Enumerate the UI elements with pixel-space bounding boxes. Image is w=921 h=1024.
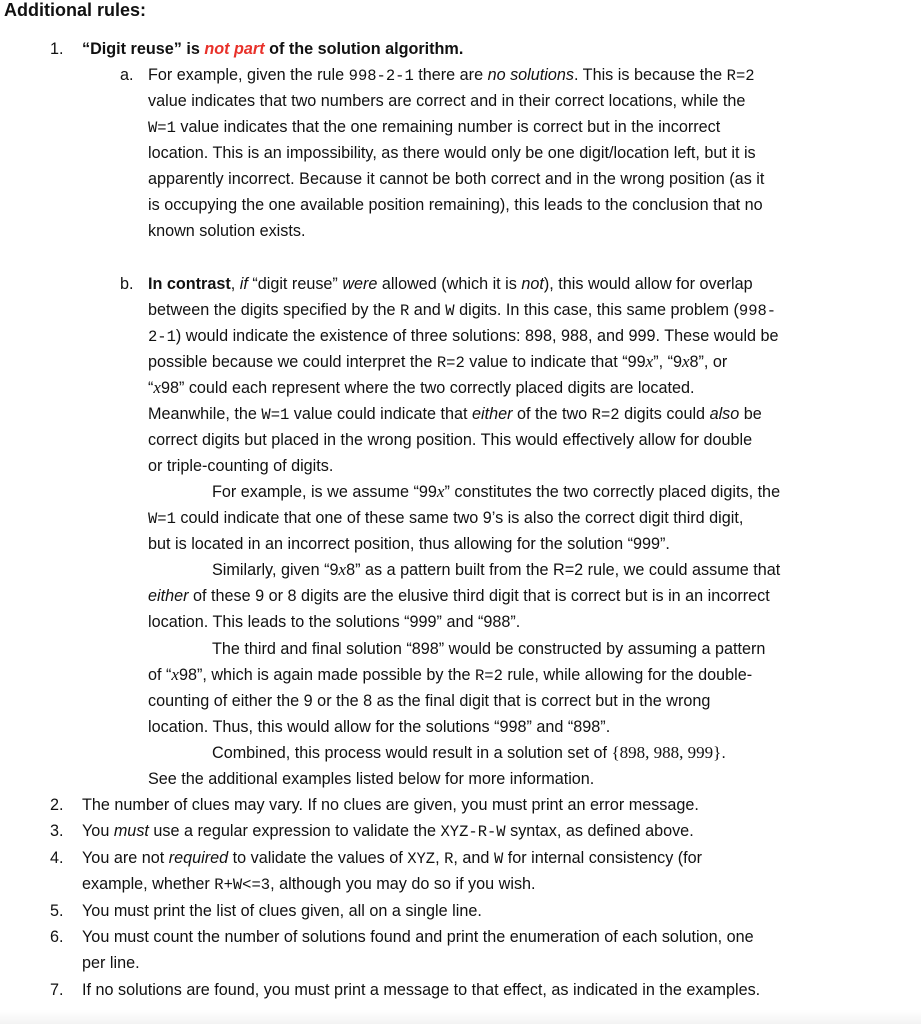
rule-1b-marker: b.	[120, 275, 134, 293]
page-heading: Additional rules:	[4, 0, 147, 20]
rule-1a-marker: a.	[120, 66, 134, 84]
page-bottom-shadow	[0, 1010, 921, 1024]
rule-1-number: 1.	[50, 40, 64, 58]
rule-1-title: “Digit reuse” is not part of the solution algorithm.	[82, 40, 464, 58]
